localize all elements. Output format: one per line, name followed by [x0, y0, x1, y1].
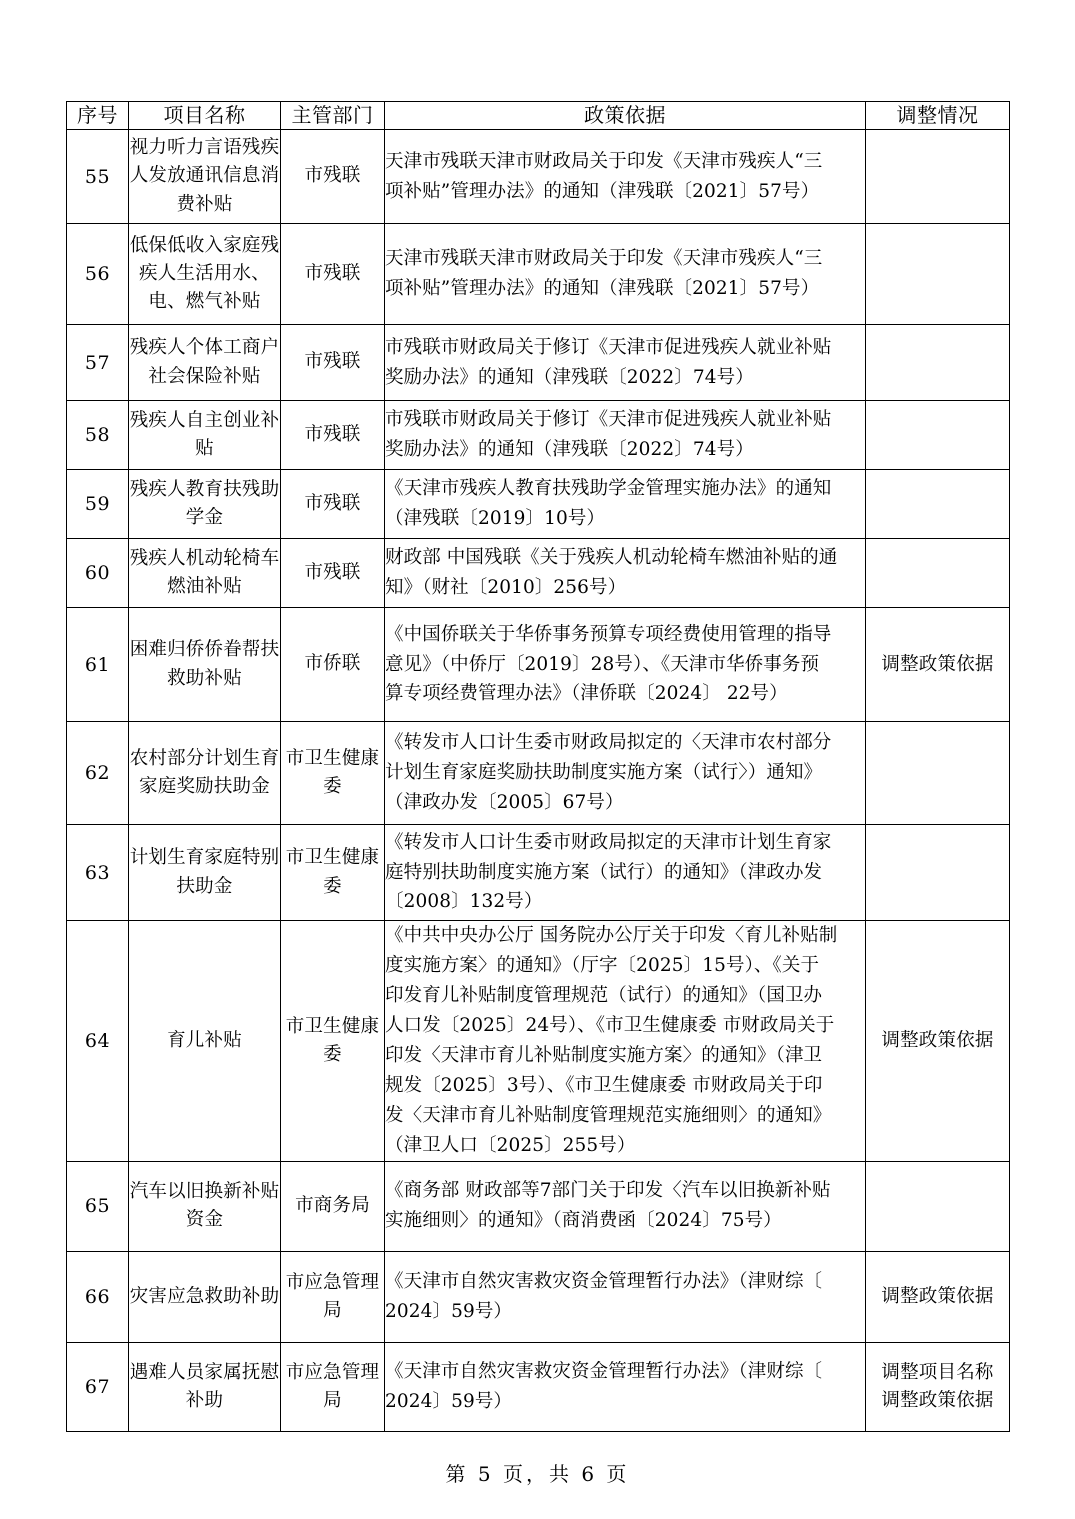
cell-adjustment-status	[866, 224, 1010, 325]
policy-basis-line: 《商务部 财政部等7部门关于印发〈汽车以旧换新补贴	[385, 1180, 831, 1202]
cell-department: 市商务局	[281, 1161, 385, 1251]
cell-sequence-number: 66	[67, 1251, 129, 1342]
cell-department: 市残联	[281, 224, 385, 325]
cell-project-name: 低保低收入家庭残疾人生活用水、电、燃气补贴	[129, 224, 281, 325]
column-header-policy: 政策依据	[385, 102, 866, 130]
cell-department: 市卫生健康委	[281, 722, 385, 825]
policy-basis-table	[66, 101, 1010, 1432]
cell-policy-basis	[385, 539, 866, 608]
cell-sequence-number: 60	[67, 539, 129, 608]
cell-project-name: 视力听力言语残疾人发放通讯信息消费补贴	[129, 130, 281, 224]
cell-project-name: 残疾人教育扶残助学金	[129, 470, 281, 539]
policy-basis-line: 发〈天津市育儿补贴制度管理规范实施细则〉的通知》	[385, 1104, 832, 1126]
cell-department: 市残联	[281, 401, 385, 470]
table-row	[67, 130, 1010, 224]
cell-sequence-number: 61	[67, 608, 129, 722]
column-header-dept: 主管部门	[281, 102, 385, 130]
table-row	[67, 825, 1010, 921]
cell-project-name: 困难归侨侨眷帮扶救助补贴	[129, 608, 281, 722]
adjustment-status-line: 调整政策依据	[881, 1030, 994, 1051]
cell-adjustment-status	[866, 1342, 1010, 1431]
cell-policy-basis	[385, 130, 866, 224]
cell-department: 市残联	[281, 539, 385, 608]
cell-sequence-number: 57	[67, 325, 129, 401]
cell-sequence-number: 62	[67, 722, 129, 825]
policy-basis-line: 《天津市残疾人教育扶残助学金管理实施办法》的通知	[385, 478, 832, 500]
cell-policy-basis	[385, 608, 866, 722]
policy-basis-line: 人口发〔2025〕24号）、《市卫生健康委 市财政局关于	[385, 1014, 835, 1036]
policy-basis-line: 《天津市自然灾害救灾资金管理暂行办法》（津财综〔	[385, 1270, 823, 1292]
cell-policy-basis	[385, 325, 866, 401]
table-row	[67, 470, 1010, 539]
table-row	[67, 1161, 1010, 1251]
cell-department: 市应急管理局	[281, 1342, 385, 1431]
adjustment-status-line: 调整政策依据	[881, 653, 994, 675]
cell-department: 市残联	[281, 325, 385, 401]
cell-policy-basis	[385, 722, 866, 825]
cell-policy-basis	[385, 1251, 866, 1342]
policy-basis-line: 计划生育家庭奖励扶助制度实施方案（试行〉）通知》	[385, 762, 823, 784]
cell-sequence-number: 63	[67, 825, 129, 921]
table-row	[67, 1251, 1010, 1342]
cell-adjustment-status	[866, 130, 1010, 224]
policy-basis-line: （津残联〔2019〕10号）	[385, 508, 606, 529]
cell-adjustment-status	[866, 470, 1010, 539]
cell-department: 市侨联	[281, 608, 385, 722]
cell-project-name: 农村部分计划生育家庭奖励扶助金	[129, 722, 281, 825]
cell-policy-basis	[385, 401, 866, 470]
policy-basis-line: 财政部 中国残联《关于残疾人机动轮椅车燃油补贴的通	[385, 547, 838, 569]
cell-project-name: 残疾人自主创业补贴	[129, 401, 281, 470]
policy-table-container	[66, 101, 1009, 1432]
policy-basis-line: 《转发市人口计生委市财政局拟定的〈天津市农村部分	[385, 732, 832, 754]
policy-basis-line: 意见》（中侨厅〔2019〕28号）、《天津市华侨事务预	[385, 653, 820, 675]
cell-adjustment-status	[866, 325, 1010, 401]
policy-basis-line: 实施细则〉的通知》（商消费函〔2024〕75号）	[385, 1210, 782, 1232]
cell-department: 市应急管理局	[281, 1251, 385, 1342]
cell-policy-basis	[385, 470, 866, 539]
cell-policy-basis	[385, 921, 866, 1162]
cell-project-name: 灾害应急救助补助	[129, 1251, 281, 1342]
table-row	[67, 1342, 1010, 1431]
cell-adjustment-status	[866, 722, 1010, 825]
column-header-seq: 序号	[67, 102, 129, 130]
policy-basis-line: 市残联市财政局关于修订《天津市促进残疾人就业补贴	[385, 409, 832, 431]
table-header-row	[67, 102, 1010, 130]
policy-basis-line: 2024〕59号）	[385, 1390, 513, 1412]
cell-department: 市残联	[281, 130, 385, 224]
cell-sequence-number: 55	[67, 130, 129, 224]
cell-sequence-number: 64	[67, 921, 129, 1162]
policy-basis-line: 天津市残联天津市财政局关于印发《天津市残疾人“三	[385, 248, 823, 270]
policy-basis-line: 天津市残联天津市财政局关于印发《天津市残疾人“三	[385, 150, 823, 172]
cell-project-name: 计划生育家庭特别扶助金	[129, 825, 281, 921]
table-row	[67, 325, 1010, 401]
table-body	[67, 130, 1010, 1432]
cell-sequence-number: 58	[67, 401, 129, 470]
table-row	[67, 921, 1010, 1162]
table-row	[67, 722, 1010, 825]
cell-sequence-number: 67	[67, 1342, 129, 1431]
adjustment-status-line: 调整政策依据	[881, 1285, 994, 1307]
policy-basis-line: 《天津市自然灾害救灾资金管理暂行办法》（津财综〔	[385, 1360, 823, 1382]
table-row	[67, 608, 1010, 722]
table-header	[67, 102, 1010, 130]
policy-basis-line: 印发育儿补贴制度管理规范（试行）的通知》（国卫办	[385, 984, 823, 1006]
cell-sequence-number: 59	[67, 470, 129, 539]
cell-project-name: 遇难人员家属抚慰补助	[129, 1342, 281, 1431]
policy-basis-line: 印发〈天津市育儿补贴制度实施方案〉的通知》（津卫	[385, 1044, 823, 1066]
policy-basis-line: 算专项经费管理办法》（津侨联〔2024〕 22号）	[385, 683, 788, 705]
policy-basis-line: 2024〕59号）	[385, 1300, 513, 1322]
cell-department: 市卫生健康委	[281, 825, 385, 921]
cell-adjustment-status	[866, 825, 1010, 921]
cell-policy-basis	[385, 224, 866, 325]
policy-basis-line: 《中共中央办公厅 国务院办公厅关于印发〈育儿补贴制	[385, 925, 838, 946]
cell-policy-basis	[385, 825, 866, 921]
policy-basis-line: （津政办发〔2005〕67号）	[385, 791, 624, 813]
cell-policy-basis	[385, 1342, 866, 1431]
cell-adjustment-status	[866, 539, 1010, 608]
policy-basis-line: 项补贴”管理办法》的通知（津残联〔2021〕57号）	[385, 180, 820, 202]
cell-adjustment-status	[866, 608, 1010, 722]
policy-basis-line: 知》（财社〔2010〕256号）	[385, 577, 627, 598]
cell-adjustment-status	[866, 1251, 1010, 1342]
cell-department: 市残联	[281, 470, 385, 539]
adjustment-status-line: 调整项目名称	[881, 1362, 994, 1383]
cell-sequence-number: 65	[67, 1161, 129, 1251]
policy-basis-line: 《中国侨联关于华侨事务预算专项经费使用管理的指导	[385, 623, 832, 645]
policy-basis-line: （津卫人口〔2025〕255号）	[385, 1134, 636, 1156]
column-header-name: 项目名称	[129, 102, 281, 130]
cell-project-name: 残疾人个体工商户社会保险补贴	[129, 325, 281, 401]
cell-project-name: 残疾人机动轮椅车燃油补贴	[129, 539, 281, 608]
cell-adjustment-status	[866, 1161, 1010, 1251]
policy-basis-line: 市残联市财政局关于修订《天津市促进残疾人就业补贴	[385, 336, 832, 358]
cell-adjustment-status	[866, 401, 1010, 470]
cell-policy-basis	[385, 1161, 866, 1251]
policy-basis-line: 庭特别扶助制度实施方案（试行）的通知》（津政办发	[385, 861, 823, 883]
cell-project-name: 育儿补贴	[129, 921, 281, 1162]
policy-basis-line: 规发〔2025〕3号）、《市卫生健康委 市财政局关于印	[385, 1074, 823, 1096]
policy-basis-line: 奖励办法》的通知（津残联〔2022〕74号）	[385, 439, 754, 460]
cell-sequence-number: 56	[67, 224, 129, 325]
table-row	[67, 539, 1010, 608]
table-row	[67, 401, 1010, 470]
cell-department: 市卫生健康委	[281, 921, 385, 1162]
policy-basis-line: 度实施方案〉的通知》（厅字〔2025〕15号）、《关于	[385, 954, 820, 976]
column-header-adjust: 调整情况	[866, 102, 1010, 130]
policy-basis-line: 项补贴”管理办法》的通知（津残联〔2021〕57号）	[385, 278, 820, 299]
policy-basis-line: 奖励办法》的通知（津残联〔2022〕74号）	[385, 366, 754, 388]
cell-adjustment-status	[866, 921, 1010, 1162]
policy-basis-line: 《转发市人口计生委市财政局拟定的天津市计划生育家	[385, 831, 832, 853]
policy-basis-line: 〔2008〕132号）	[385, 891, 543, 913]
adjustment-status-line: 调整政策依据	[881, 1389, 994, 1411]
cell-project-name: 汽车以旧换新补贴资金	[129, 1161, 281, 1251]
table-row	[67, 224, 1010, 325]
page-footer: 第 5 页，共 6 页	[445, 1462, 630, 1486]
